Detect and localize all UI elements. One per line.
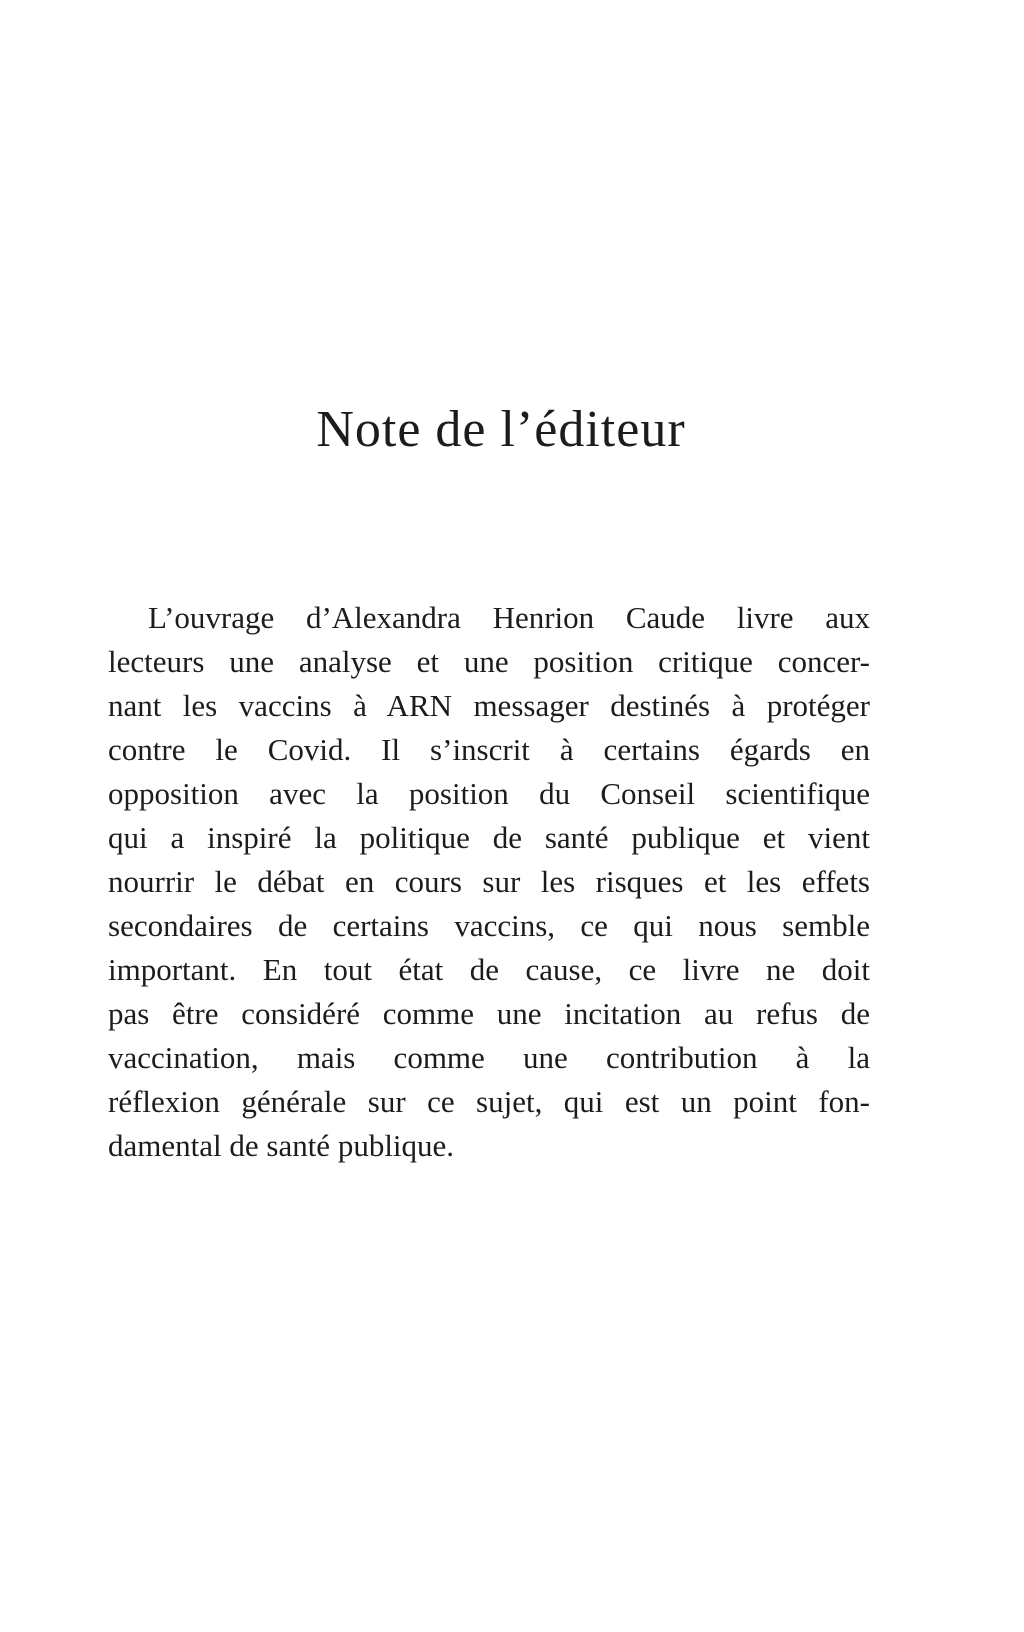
paragraph-line: secondaires de certains vaccins, ce qui nous semble bbox=[108, 908, 870, 943]
editor-note-paragraph bbox=[108, 596, 870, 1168]
page-title: Note de l’éditeur bbox=[316, 401, 686, 458]
paragraph-line: qui a inspiré la politique de santé publique et vient bbox=[108, 820, 870, 855]
paragraph-line: important. En tout état de cause, ce livre ne doit bbox=[108, 952, 870, 987]
paragraph-line: lecteurs une analyse et une position critique concer- bbox=[108, 644, 870, 679]
paragraph-line: réflexion générale sur ce sujet, qui est un point fon- bbox=[108, 1084, 870, 1119]
paragraph-line: nant les vaccins à ARN messager destinés à protéger bbox=[108, 688, 870, 723]
paragraph-line: damental de santé publique. bbox=[108, 1128, 455, 1163]
paragraph-line: nourrir le débat en cours sur les risques et les effets bbox=[108, 864, 870, 899]
paragraph-line: contre le Covid. Il s’inscrit à certains égards en bbox=[108, 732, 870, 767]
paragraph-line: pas être considéré comme une incitation au refus de bbox=[108, 996, 870, 1031]
paragraph-line: L’ouvrage d’Alexandra Henrion Caude livre aux bbox=[148, 600, 870, 635]
paragraph-line: opposition avec la position du Conseil scientifique bbox=[108, 776, 870, 811]
paragraph-line: vaccination, mais comme une contribution à la bbox=[108, 1040, 870, 1075]
